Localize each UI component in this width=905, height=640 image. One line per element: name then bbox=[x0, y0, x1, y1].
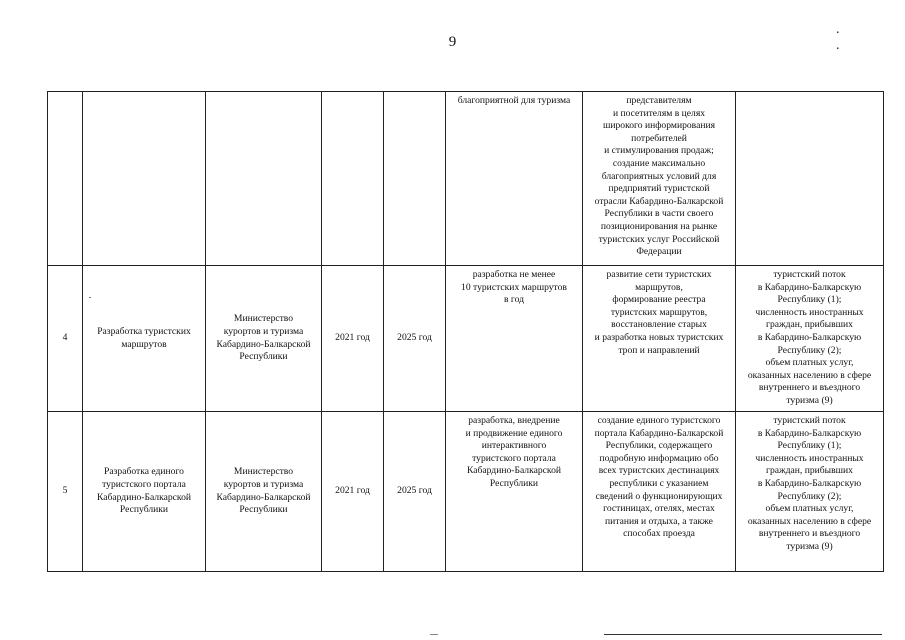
cell-link: туристский поток в Кабардино-Балкарскую Республику (1); численность иностранных граждан, прибывших в Кабардино-Балкарскую Республику (2); объем платных услуг, оказанных населению в сфере внутреннего и въездного туризма (9) bbox=[736, 412, 884, 572]
cell-executor bbox=[206, 92, 322, 266]
cell-end bbox=[384, 92, 446, 266]
cell-end: 2025 год bbox=[384, 412, 446, 572]
cell-executor: Министерство курортов и туризма Кабардино-Балкарской Республики bbox=[206, 266, 322, 412]
cell-end: 2025 год bbox=[384, 266, 446, 412]
cell-result: создание единого туристского портала Кабардино-Балкарской Республики, содержащего подробную информацию обо всех туристских дестинациях республики с указанием сведений о функционирующих гостиницах, отелях, местах питания и отдыха, а также способах проезда bbox=[583, 412, 736, 572]
cell-indicator bbox=[446, 92, 583, 266]
cell-name: Разработка туристских маршрутов bbox=[83, 266, 206, 412]
result-text: представителям и посетителям в целях широкого информирования потребителей и стимулирования продаж; создание максимально благоприятных условий для предприятий туристской отрасли Кабардино-Балкарской Республики в части своего позиционирования на рынке туристских услуг Российской Федерации bbox=[594, 95, 724, 258]
footer-rule bbox=[604, 634, 882, 635]
cell-name: Разработка единого туристского портала Кабардино-Балкарской Республики bbox=[83, 412, 206, 572]
scan-speck bbox=[89, 297, 91, 298]
cell-num: 5 bbox=[48, 412, 83, 572]
indicator-text: благоприятной для туризма bbox=[457, 95, 571, 106]
cell-start: 2021 год bbox=[322, 412, 384, 572]
cell-link: туристский поток в Кабардино-Балкарскую Республику (1); численность иностранных граждан, прибывших в Кабардино-Балкарскую Республику (2); объем платных услуг, оказанных населению в сфере внутреннего и въездного туризма (9) bbox=[736, 266, 884, 412]
corner-marks: . . bbox=[836, 22, 868, 53]
table-row-continuation bbox=[48, 92, 884, 266]
table-row-5 bbox=[48, 412, 884, 572]
cell-start bbox=[322, 92, 384, 266]
measures-table bbox=[47, 91, 884, 572]
cell-result bbox=[583, 92, 736, 266]
scan-speck-bottom bbox=[430, 634, 438, 635]
cell-name bbox=[83, 92, 206, 266]
table-row-4 bbox=[48, 266, 884, 412]
cell-num bbox=[48, 92, 83, 266]
cell-executor: Министерство курортов и туризма Кабардино-Балкарской Республики bbox=[206, 412, 322, 572]
cell-result: развитие сети туристских маршрутов, формирование реестра туристских маршрутов, восстановление старых и разработка новых туристских троп и направлений bbox=[583, 266, 736, 412]
cell-link bbox=[736, 92, 884, 266]
cell-indicator: разработка, внедрение и продвижение единого интерактивного туристского портала Кабардино-Балкарской Республики bbox=[446, 412, 583, 572]
page-number: 9 bbox=[448, 34, 457, 50]
cell-num: 4 bbox=[48, 266, 83, 412]
cell-start: 2021 год bbox=[322, 266, 384, 412]
cell-indicator: разработка не менее 10 туристских маршрутов в год bbox=[446, 266, 583, 412]
